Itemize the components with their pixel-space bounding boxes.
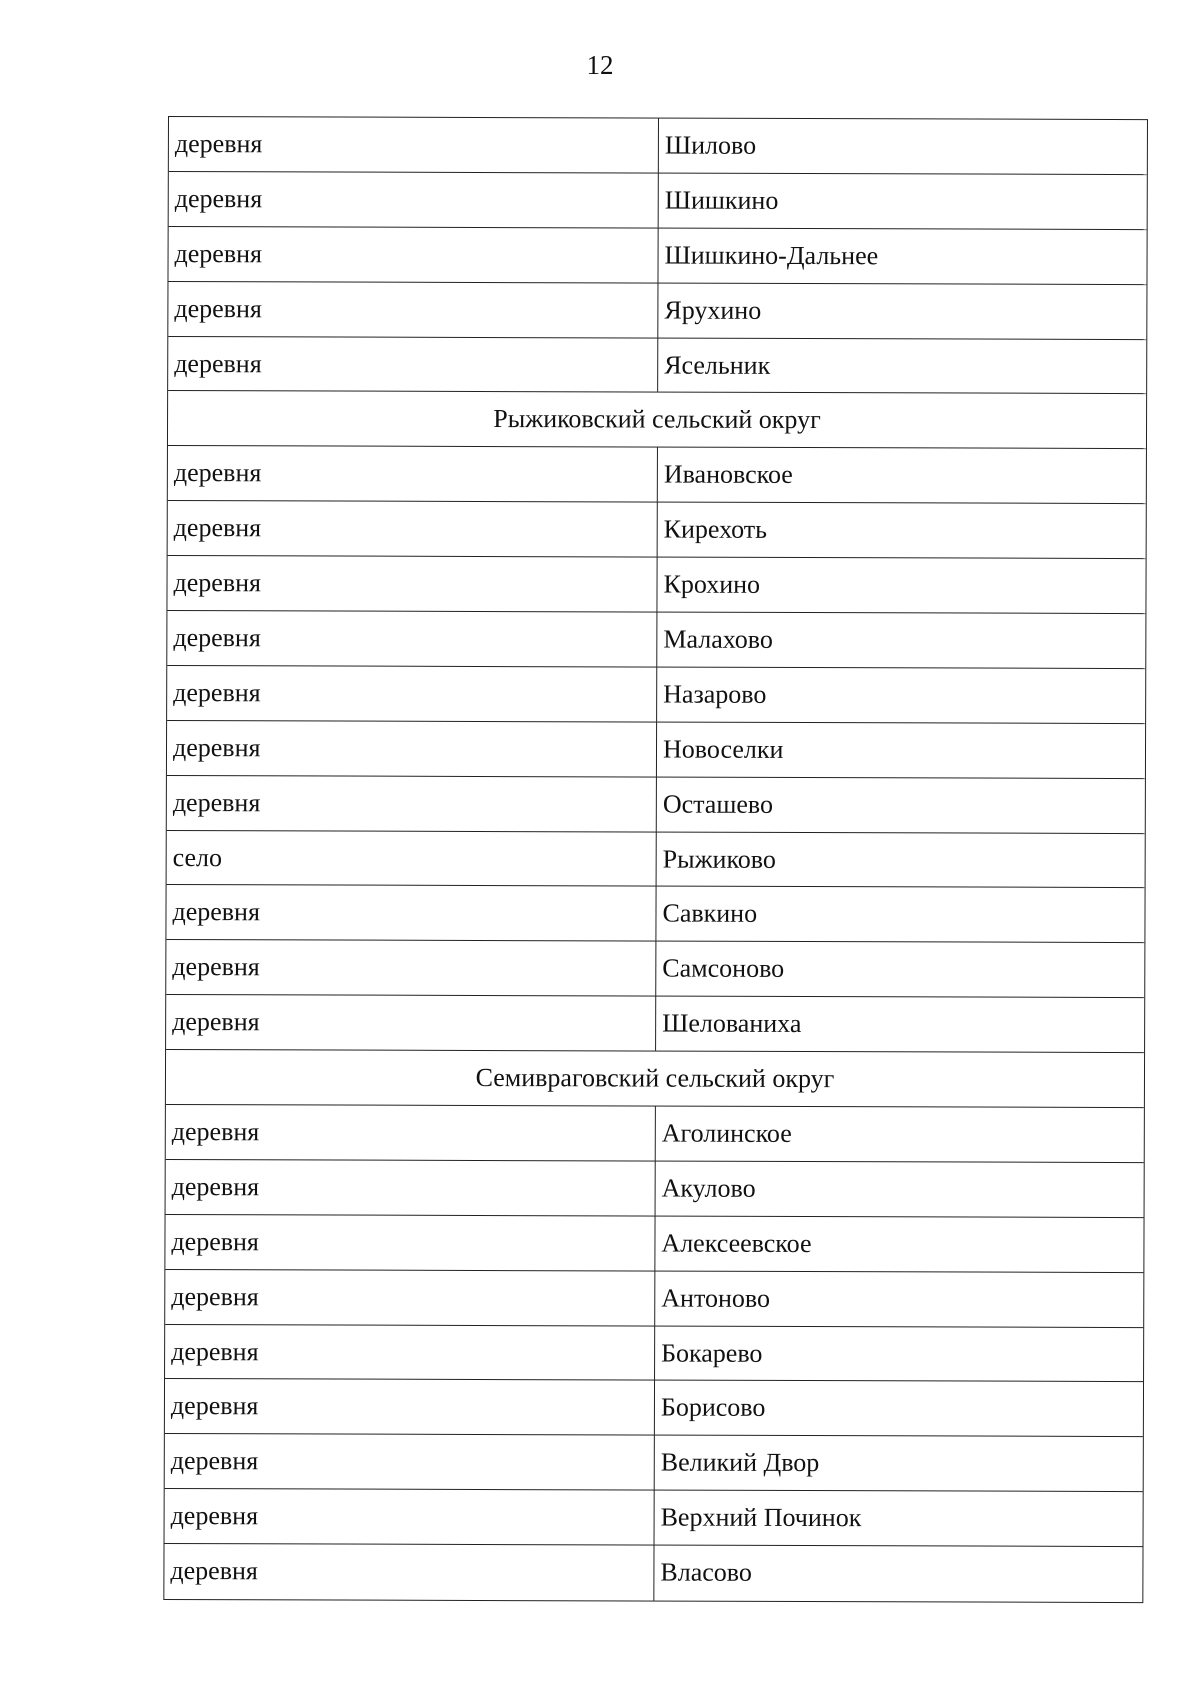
table-row bbox=[168, 446, 1146, 504]
table-row bbox=[167, 666, 1145, 724]
settlement-name-cell: Осташево bbox=[662, 789, 774, 819]
settlement-type-cell: деревня bbox=[165, 1434, 655, 1489]
settlement-type-cell: деревня bbox=[166, 1160, 656, 1215]
settlement-type-cell: село bbox=[167, 831, 657, 886]
table-row bbox=[167, 831, 1145, 889]
settlement-type-cell: деревня bbox=[169, 117, 659, 172]
settlement-name-cell: Рыжиково bbox=[662, 844, 776, 874]
settlement-name-cell: Власово bbox=[660, 1557, 752, 1587]
settlement-type-cell: деревня bbox=[165, 1489, 655, 1544]
table-row bbox=[167, 611, 1145, 669]
district-header-row bbox=[166, 1050, 1144, 1108]
settlement-type-cell: деревня bbox=[165, 1270, 655, 1325]
settlement-name-cell: Крохино bbox=[663, 569, 761, 599]
settlement-name-cell: Шелованиха bbox=[662, 1008, 802, 1039]
settlement-name-cell: Малахово bbox=[663, 624, 773, 654]
settlement-type-cell: деревня bbox=[167, 611, 657, 666]
settlement-type-cell: деревня bbox=[168, 282, 658, 337]
table-row bbox=[168, 282, 1146, 340]
table-row bbox=[169, 117, 1147, 175]
settlement-name-cell: Бокарево bbox=[661, 1338, 763, 1368]
settlement-name-cell: Шишкино-Дальнее bbox=[664, 240, 879, 271]
district-title: Рыжиковский сельский округ bbox=[493, 404, 821, 435]
settlement-name-cell: Ивановское bbox=[663, 459, 793, 490]
settlement-type-cell: деревня bbox=[166, 885, 656, 940]
settlement-name-cell: Акулово bbox=[661, 1173, 756, 1203]
settlement-name-cell: Ясельник bbox=[664, 350, 771, 380]
settlement-type-cell: деревня bbox=[167, 666, 657, 721]
settlement-type-cell: деревня bbox=[164, 1544, 654, 1600]
settlement-name-cell: Назарово bbox=[663, 679, 767, 709]
settlement-name-cell: Борисово bbox=[660, 1393, 766, 1423]
table-row bbox=[165, 1434, 1143, 1492]
page-number: 12 bbox=[586, 50, 614, 80]
settlement-name-cell: Кирехоть bbox=[663, 514, 768, 545]
settlement-name-cell: Савкино bbox=[662, 899, 758, 929]
settlement-name-cell: Ярухино bbox=[664, 295, 762, 325]
settlement-name-cell: Шилово bbox=[664, 130, 757, 160]
table-row bbox=[168, 337, 1146, 395]
table-row bbox=[165, 1215, 1143, 1273]
table-row bbox=[166, 995, 1144, 1053]
settlement-type-cell: деревня bbox=[169, 172, 659, 227]
table-row bbox=[165, 1325, 1143, 1383]
table-row bbox=[166, 940, 1144, 998]
settlement-type-cell: деревня bbox=[168, 446, 658, 501]
settlement-name-cell: Великий Двор bbox=[660, 1447, 820, 1478]
table-row bbox=[167, 721, 1145, 779]
table-row bbox=[166, 885, 1144, 943]
table-row bbox=[166, 1160, 1144, 1218]
settlement-type-cell: деревня bbox=[166, 995, 656, 1050]
district-header-row bbox=[168, 391, 1146, 449]
settlement-type-cell: деревня bbox=[165, 1325, 655, 1380]
table-row bbox=[168, 501, 1146, 559]
table-row bbox=[168, 227, 1146, 285]
settlement-type-cell: деревня bbox=[168, 227, 658, 282]
settlement-type-cell: деревня bbox=[167, 721, 657, 776]
table-row bbox=[167, 776, 1145, 834]
settlement-type-cell: деревня bbox=[167, 556, 657, 611]
settlement-type-cell: деревня bbox=[166, 1105, 656, 1160]
settlements-table bbox=[163, 116, 1148, 1603]
table-row bbox=[164, 1544, 1142, 1602]
table-row bbox=[169, 172, 1147, 230]
settlement-type-cell: деревня bbox=[168, 337, 658, 392]
settlement-type-cell: деревня bbox=[165, 1379, 655, 1434]
settlement-type-cell: деревня bbox=[166, 940, 656, 995]
settlement-name-cell: Аголинское bbox=[661, 1118, 792, 1148]
settlement-name-cell: Верхний Починок bbox=[660, 1502, 862, 1533]
settlement-name-cell: Самсоново bbox=[662, 953, 785, 984]
settlement-name-cell: Алексеевское bbox=[661, 1228, 812, 1258]
settlement-type-cell: деревня bbox=[165, 1215, 655, 1270]
settlement-name-cell: Антоново bbox=[661, 1283, 771, 1313]
settlement-name-cell: Новоселки bbox=[662, 734, 784, 764]
settlement-name-cell: Шишкино bbox=[664, 185, 779, 215]
table-row bbox=[166, 1105, 1144, 1163]
settlement-type-cell: деревня bbox=[167, 776, 657, 831]
table-row bbox=[165, 1270, 1143, 1328]
district-title: Семивраговский сельский округ bbox=[475, 1063, 835, 1094]
table-row bbox=[165, 1489, 1143, 1547]
table-row bbox=[167, 556, 1145, 614]
table-row bbox=[165, 1379, 1143, 1437]
settlement-type-cell: деревня bbox=[168, 501, 658, 556]
